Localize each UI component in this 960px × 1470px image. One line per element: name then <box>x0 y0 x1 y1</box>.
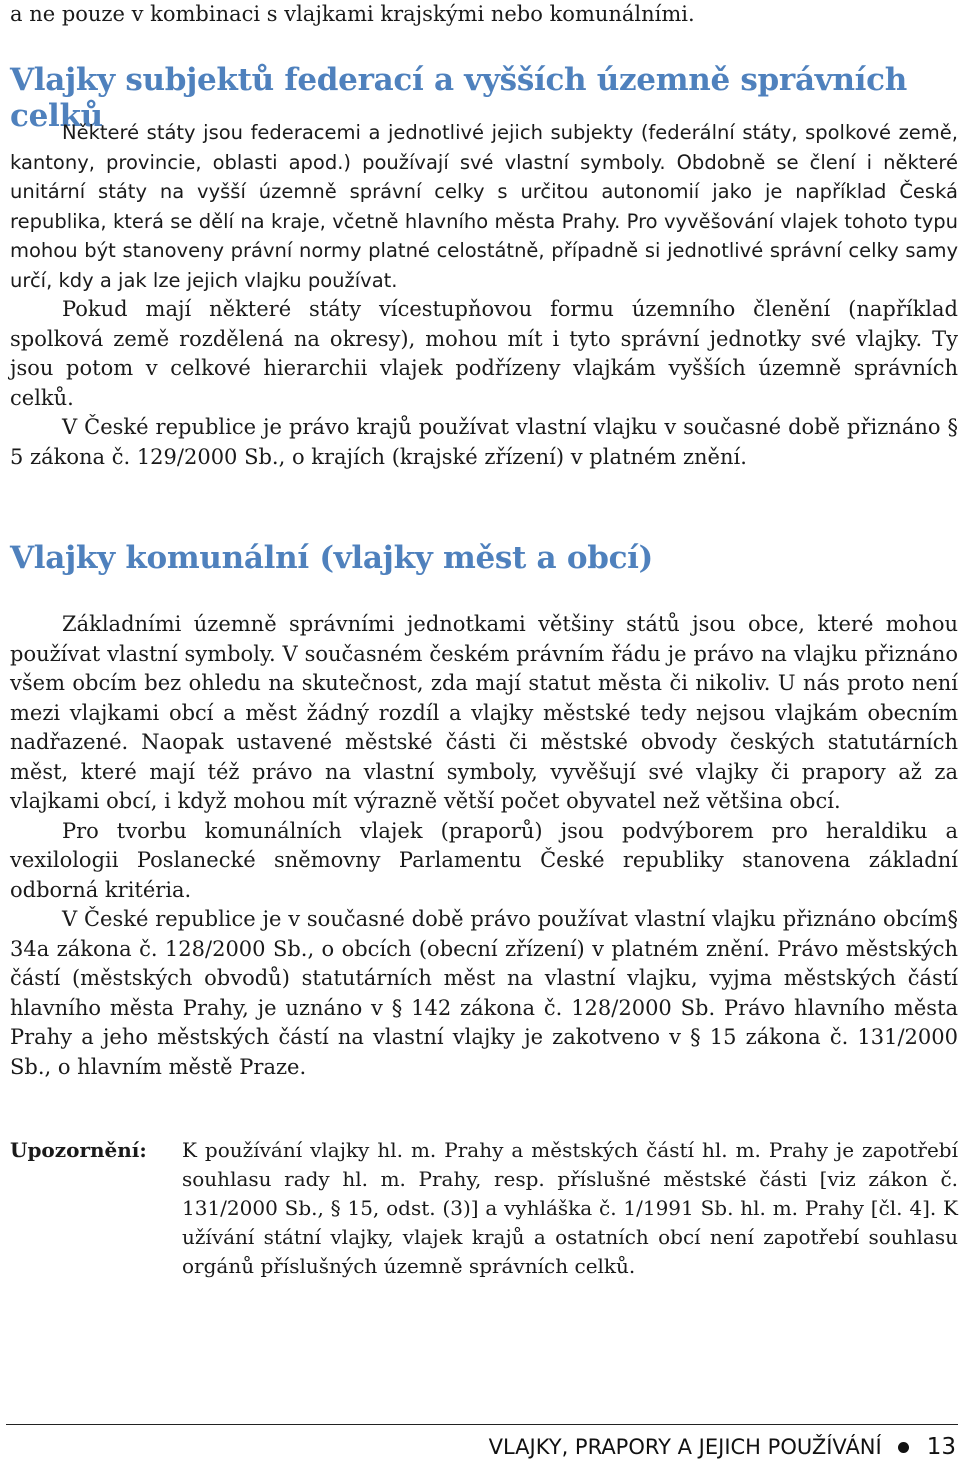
communal-paragraph-3: V České republice je v současné době právo používat vlastní vlajku přiznáno obcím§ 34a zákona č. 128/2000 Sb., o obcích (obecní zřízení) v platném znění. Právo městských částí (městských obvodů) statutárních měst na vlastní vlajku, vyjma městských částí hlavního města Prahy, je uznáno v § 142 zákona č. 128/2000 Sb. Právo hlavního města Prahy a jeho městských částí na vlastní vlajky je zakotveno v § 15 zákona č. 131/2000 Sb., o hlavním městě Praze. <box>10 907 958 1079</box>
communal-paragraph-1: Základními územně správními jednotkami většiny států jsou obce, které mohou používat vlastní symboly. V současném českém právním řádu je právo na vlajku přiznáno všem obcím bez ohledu na skutečnost, zda mají statut města či nikoliv. U nás proto není mezi vlajkami obcí a měst žádný rozdíl a vlajky městské tedy nejsou vlajkám obecním nadřazené. Naopak ustavené městské části či městské obvody českých statutárních měst, které mají též právo na vlastní symboly, vyvěšují své vlajky či prapory až za vlajkami obcí, i když mohou mít výrazně větší počet obyvatel než většina obcí. <box>10 612 958 813</box>
page-number: 13 <box>926 1434 956 1460</box>
page-footer <box>489 1434 956 1460</box>
footer-divider <box>6 1424 958 1425</box>
continued-text-line: a ne pouze v kombinaci s vlajkami krajskými nebo komunálními. <box>10 2 695 26</box>
federation-paragraph-2: Pokud mají některé státy vícestupňovou formu územního členění (například spolková země rozdělená na okresy), mohou mít i tyto správní jednotky své vlajky. Ty jsou potom v celkové hierarchii vlajek podřízeny vlajkám vyšších územně správních celků. <box>10 297 958 410</box>
warning-text: K používání vlajky hl. m. Prahy a městských částí hl. m. Prahy je zapotřebí souhlasu rady hl. m. Prahy, resp. příslušné městské části [viz zákon č. 131/2000 Sb., § 15, odst. (3)] a vyhláška č. 1/1991 Sb. hl. m. Prahy [čl. 4]. K užívání státní vlajky, vlajek krajů a ostatních obcí není zapotřebí souhlasu orgánů příslušných územně správních celků. <box>182 1138 958 1278</box>
warning-note <box>10 1136 958 1281</box>
warning-label: Upozornění: <box>10 1138 147 1162</box>
heading-federation-flags: Vlajky subjektů federací a vyšších územně správních celků <box>10 62 907 134</box>
footer-title: VLAJKY, PRAPORY A JEJICH POUŽÍVÁNÍ <box>488 1435 882 1459</box>
communal-paragraph-2: Pro tvorbu komunálních vlajek (praporů) jsou podvýborem pro heraldiku a vexilologii Poslanecké sněmovny Parlamentu České republiky stanovena základní odborná kritéria. <box>10 818 958 902</box>
section-communal-body <box>10 610 958 1082</box>
bullet-icon <box>898 1442 909 1453</box>
section-federation-body <box>10 118 958 472</box>
heading-communal-flags: Vlajky komunální (vlajky měst a obcí) <box>10 540 654 576</box>
federation-paragraph-1: Některé státy jsou federacemi a jednotlivé jejich subjekty (federální státy, spolkové země, kantony, provincie, oblasti apod.) používají své vlastní symboly. Obdobně se člení i některé unitární státy na vyšší územně správní celky s určitou autonomií jako je například Česká republika, která se dělí na kraje, včetně hlavního města Prahy. Pro vyvěšování vlajek tohoto typu mohou být stanoveny právní normy platné celostátně, případně si jednotlivé správní celky samy určí, kdy a jak lze jejich vlajku používat. <box>10 121 958 292</box>
federation-paragraph-3: V České republice je právo krajů používat vlastní vlajku v současné době přiznáno § 5 zákona č. 129/2000 Sb., o krajích (krajské zřízení) v platném znění. <box>10 415 958 469</box>
